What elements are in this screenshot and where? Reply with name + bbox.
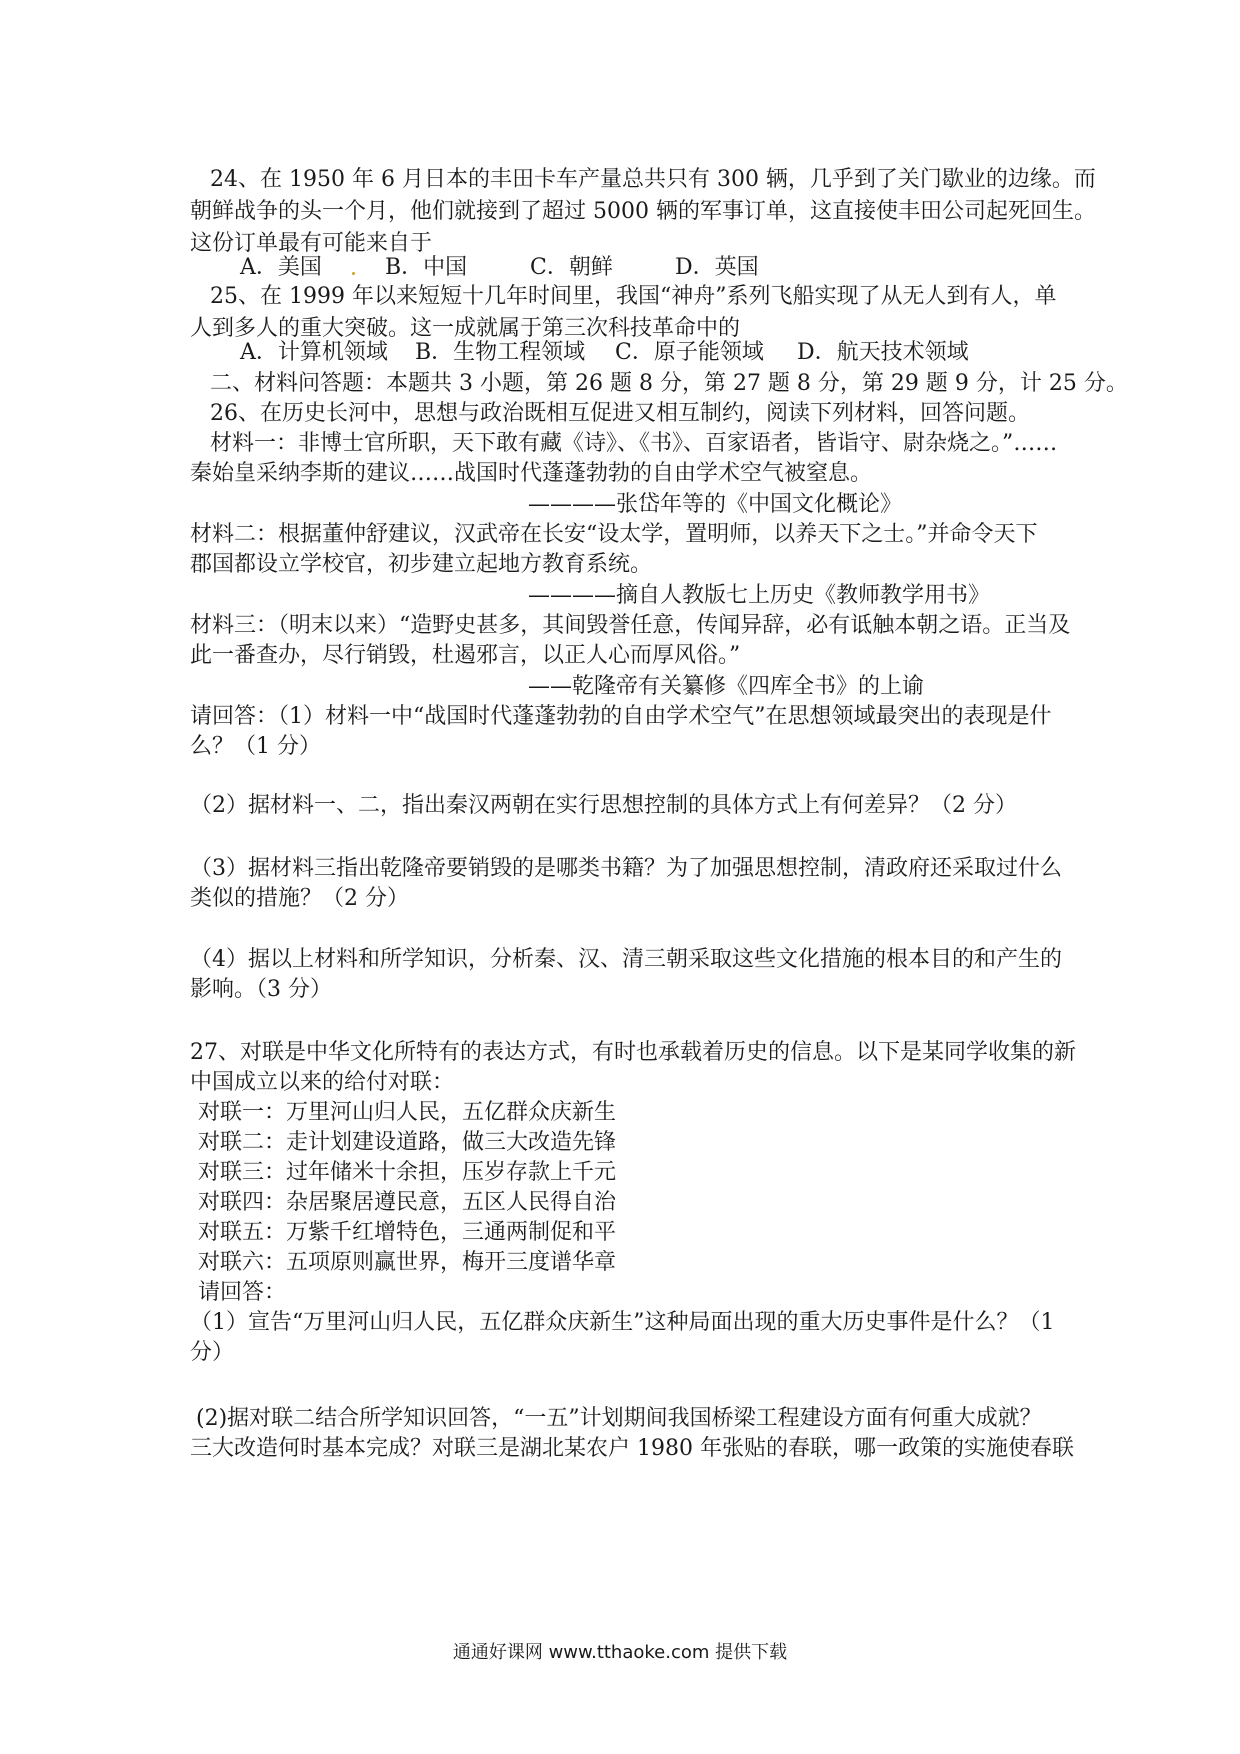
couplet-5: 对联五：万紫千红增特色，三通两制促和平 [198, 1220, 617, 1245]
q26-material-3-source: ——乾隆帝有关纂修《四库全书》的上谕 [528, 674, 925, 699]
couplet-6: 对联六：五项原则赢世界，梅开三度谱华章 [198, 1250, 617, 1275]
q24-options [240, 252, 1120, 284]
q26-question-2: （2）据材料一、二，指出秦汉两朝在实行思想控制的具体方式上有何差异？（2 分） [190, 793, 1017, 818]
q26-question-1-line-1: 请回答：（1）材料一中“战国时代蓬蓬勃勃的自由学术空气”在思想领域最突出的表现是什 [190, 704, 1052, 729]
q25-line-1: 25、在 1999 年以来短短十几年时间里，我国“神舟”系列飞船实现了从无人到有人，单 [210, 284, 1057, 309]
q27-question-2-line-2: 三大改造何时基本完成？对联三是湖北某农户 1980 年张贴的春联，哪一政策的实施使春联 [190, 1436, 1074, 1461]
q25-option-a: A．计算机领域 [240, 340, 388, 365]
footer-download-note: 通通好课网 www.tthaoke.com 提供下载 [452, 1642, 788, 1663]
q26-material-2-line-2: 郡国都设立学校官，初步建立起地方教育系统。 [190, 552, 653, 577]
q27-intro-line-2: 中国成立以来的给付对联： [190, 1070, 455, 1095]
couplet-4: 对联四：杂居聚居遵民意，五区人民得自治 [198, 1190, 617, 1215]
q26-material-1-line-1: 材料一：非博士官所职，天下敢有藏《诗》、《书》、百家语者，皆诣守、尉杂烧之。”…… [210, 431, 1058, 456]
q24-line-3: 这份订单最有可能来自于 [190, 231, 433, 256]
stray-mark [352, 272, 355, 275]
section-2-heading: 二、材料问答题：本题共 3 小题，第 26 题 8 分，第 27 题 8 分，第 29 题 9 分，计 25 分。 [210, 371, 1128, 396]
q26-material-1-line-2: 秦始皇采纳李斯的建议……战国时代蓬蓬勃勃的自由学术空气被窒息。 [190, 461, 873, 486]
q25-line-2: 人到多人的重大突破。这一成就属于第三次科技革命中的 [190, 316, 741, 341]
q27-question-2-line-1: (2)据对联二结合所学知识回答，“一五”计划期间我国桥梁工程建设方面有何重大成就？ [196, 1406, 1042, 1431]
q25-options [240, 337, 1120, 369]
q26-question-3-line-2: 类似的措施？（2 分） [190, 886, 409, 911]
q26-material-1-source: ————张岱年等的《中国文化概论》 [528, 492, 903, 517]
q24-line-2: 朝鲜战争的头一个月，他们就接到了超过 5000 辆的军事订单，这直接使丰田公司起死回生。 [190, 199, 1096, 224]
q26-material-3-line-2: 此一番查办，尽行销毁，杜遏邪言，以正人心而厚风俗。” [190, 643, 741, 668]
q27-ask: 请回答： [198, 1280, 287, 1305]
q24-option-a: A．美国 [240, 255, 322, 280]
q25-option-b: B．生物工程领域 [415, 340, 586, 365]
q24-line-1: 24、在 1950 年 6 月日本的丰田卡车产量总共只有 300 辆，几乎到了关门歇业的边缘。而 [210, 167, 1096, 192]
q26-question-4-line-1: （4）据以上材料和所学知识，分析秦、汉、清三朝采取这些文化措施的根本目的和产生的 [190, 947, 1063, 972]
q24-option-b: B．中国 [385, 255, 468, 280]
q24-option-d: D．英国 [675, 255, 759, 280]
q24-option-c: C．朝鲜 [530, 255, 613, 280]
q25-option-c: C．原子能领域 [615, 340, 764, 365]
q26-intro: 26、在历史长河中，思想与政治既相互促进又相互制约，阅读下列材料，回答问题。 [210, 401, 1030, 426]
q26-material-3-line-1: 材料三：（明末以来）“造野史甚多，其间毁誉任意，传闻异辞，必有诋触本朝之语。正当及 [190, 613, 1071, 638]
q25-option-d: D．航天技术领域 [797, 340, 969, 365]
couplet-3: 对联三：过年储米十余担，压岁存款上千元 [198, 1160, 617, 1185]
q26-question-1-line-2: 么？（1 分） [190, 734, 321, 759]
q27-question-1-line-2: 分） [190, 1340, 235, 1365]
q27-question-1-line-1: （1）宣告“万里河山归人民，五亿群众庆新生”这种局面出现的重大历史事件是什么？（1 [190, 1310, 1055, 1335]
q26-material-2-source: ————摘自人教版七上历史《教师教学用书》 [528, 583, 991, 608]
couplet-1: 对联一：万里河山归人民，五亿群众庆新生 [198, 1100, 617, 1125]
couplet-2: 对联二：走计划建设道路，做三大改造先锋 [198, 1130, 617, 1155]
q26-material-2-line-1: 材料二：根据董仲舒建议，汉武帝在长安“设太学，置明师，以养天下之士。”并命令天下 [190, 522, 1038, 547]
q27-intro-line-1: 27、对联是中华文化所特有的表达方式，有时也承载着历史的信息。以下是某同学收集的新 [190, 1040, 1076, 1065]
q26-question-4-line-2: 影响。（3 分） [190, 977, 332, 1002]
q26-question-3-line-1: （3）据材料三指出乾隆帝要销毁的是哪类书籍？为了加强思想控制，清政府还采取过什么 [190, 856, 1063, 881]
